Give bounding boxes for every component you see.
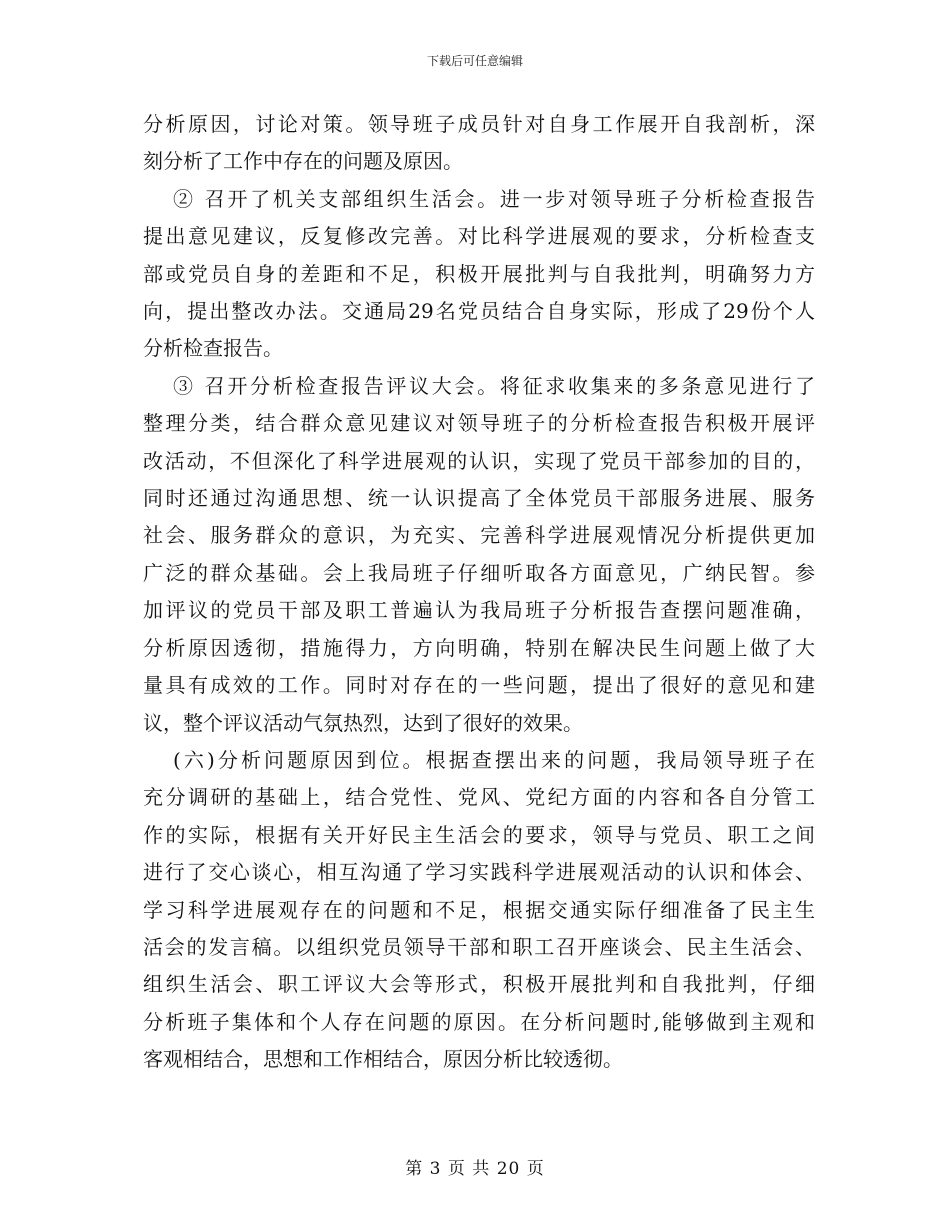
text-line: 加评议的党员干部及职工普遍认为我局班子分析报告查摆问题准确， — [143, 598, 815, 623]
text-line: 整理分类，结合群众意见建议对领导班子的分析检查报告积极开展评 — [143, 411, 815, 436]
text-line: 分析原因，讨论对策。领导班子成员针对自身工作展开自我剖析，深 — [143, 112, 815, 136]
text-line: 分析原因透彻，措施得力，方向明确，特别在解决民生问题上做了大 — [143, 635, 815, 660]
page-header-note: 下载后可任意编辑 — [426, 54, 523, 68]
text-line: ② 召开了机关支部组织生活会。进一步对领导班子分析检查报告 — [173, 186, 815, 211]
text-line: 充分调研的基础上，结合党性、党风、党纪方面的内容和各自分管工 — [143, 785, 815, 810]
text-line: 分析检查报告。 — [143, 336, 283, 361]
document-body — [143, 106, 815, 1079]
text-line: 议，整个评议活动气氛热烈，达到了很好的效果。 — [143, 710, 583, 735]
text-line: 部或党员自身的差距和不足，积极开展批判与自我批判，明确努力方 — [143, 261, 815, 286]
text-line: 广泛的群众基础。会上我局班子仔细听取各方面意见，广纳民智。参 — [143, 560, 815, 585]
text-line: 组织生活会、职工评议大会等形式，积极开展批判和自我批判，仔细 — [143, 972, 815, 997]
text-line: 学习科学进展观存在的问题和不足，根据交通实际仔细准备了民主生 — [143, 897, 815, 922]
text-line: 客观相结合，思想和工作相结合，原因分析比较透彻。 — [143, 1047, 623, 1072]
text-line: 量具有成效的工作。同时对存在的一些问题，提出了很好的意见和建 — [143, 673, 815, 698]
text-line: 刻分析了工作中存在的问题及原因。 — [143, 149, 463, 174]
page-number-footer: 第 3 页 共 20 页 — [405, 1159, 545, 1179]
text-line: (六)分析问题原因到位。根据查摆出来的问题，我局领导班子在 — [173, 747, 815, 772]
text-line: 进行了交心谈心，相互沟通了学习实践科学进展观活动的认识和体会、 — [143, 860, 815, 885]
text-line: ③ 召开分析检查报告评议大会。将征求收集来的多条意见进行了 — [173, 373, 815, 398]
text-line: 活会的发言稿。以组织党员领导干部和职工召开座谈会、民主生活会、 — [143, 934, 815, 959]
text-line: 作的实际，根据有关开好民主生活会的要求，领导与党员、职工之间 — [143, 822, 815, 847]
text-line: 分析班子集体和个人存在问题的原因。在分析问题时,能够做到主观和 — [143, 1009, 815, 1034]
text-line: 改活动，不但深化了科学进展观的认识，实现了党员干部参加的目的， — [143, 448, 815, 473]
text-line: 社会、服务群众的意识，为充实、完善科学进展观情况分析提供更加 — [143, 523, 815, 548]
text-line: 提出意见建议，反复修改完善。对比科学进展观的要求，分析检查支 — [143, 224, 815, 249]
text-line: 同时还通过沟通思想、统一认识提高了全体党员干部服务进展、服务 — [143, 486, 815, 511]
text-line: 向，提出整改办法。交通局29名党员结合自身实际，形成了29份个人 — [143, 299, 815, 324]
